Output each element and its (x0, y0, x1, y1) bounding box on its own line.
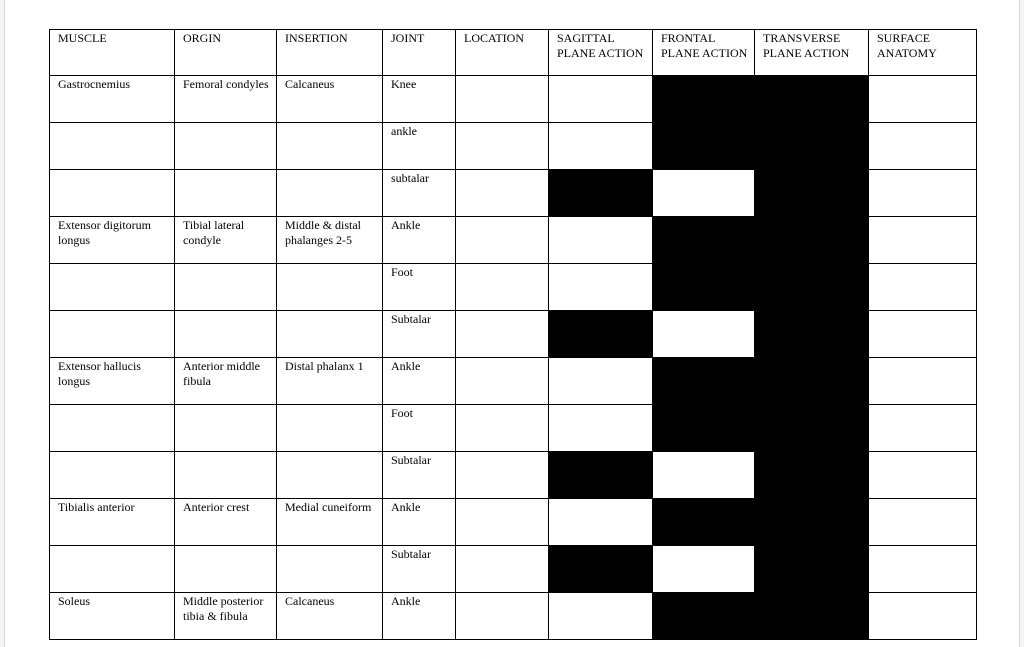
table-row (50, 405, 977, 452)
cell-location (456, 593, 549, 640)
cell-insertion (277, 405, 383, 452)
cell-joint: Ankle (383, 593, 456, 640)
cell-frontal-plane-action-shaded (653, 217, 755, 264)
cell-sagittal-plane-action (549, 217, 653, 264)
cell-joint: Ankle (383, 217, 456, 264)
cell-origin (175, 405, 277, 452)
document-page (4, 0, 1020, 647)
cell-joint: Ankle (383, 499, 456, 546)
cell-origin (175, 546, 277, 593)
cell-surface-anatomy (869, 546, 977, 593)
cell-surface-anatomy (869, 170, 977, 217)
cell-location (456, 405, 549, 452)
cell-sagittal-plane-action (549, 499, 653, 546)
cell-sagittal-plane-action-shaded (549, 311, 653, 358)
cell-origin: Anterior middle fibula (175, 358, 277, 405)
cell-sagittal-plane-action (549, 123, 653, 170)
cell-joint: Subtalar (383, 311, 456, 358)
cell-location (456, 264, 549, 311)
cell-muscle: Tibialis anterior (50, 499, 175, 546)
cell-insertion: Calcaneus (277, 76, 383, 123)
cell-sagittal-plane-action (549, 405, 653, 452)
cell-surface-anatomy (869, 264, 977, 311)
cell-surface-anatomy (869, 358, 977, 405)
table-header-row (50, 30, 977, 76)
cell-surface-anatomy (869, 405, 977, 452)
cell-frontal-plane-action (653, 311, 755, 358)
header-insertion: INSERTION (277, 30, 383, 76)
cell-joint: subtalar (383, 170, 456, 217)
cell-frontal-plane-action (653, 546, 755, 593)
cell-frontal-plane-action-shaded (653, 76, 755, 123)
cell-muscle (50, 546, 175, 593)
header-frontal-plane-action: FRONTAL PLANE ACTION (653, 30, 755, 76)
cell-insertion: Distal phalanx 1 (277, 358, 383, 405)
header-sagittal-plane-action: SAGITTAL PLANE ACTION (549, 30, 653, 76)
cell-joint: Foot (383, 405, 456, 452)
cell-frontal-plane-action-shaded (653, 499, 755, 546)
cell-location (456, 499, 549, 546)
cell-surface-anatomy (869, 499, 977, 546)
cell-transverse-plane-action-shaded (755, 264, 869, 311)
header-transverse-plane-action: TRANSVERSE PLANE ACTION (755, 30, 869, 76)
cell-origin: Femoral condyles (175, 76, 277, 123)
cell-insertion (277, 170, 383, 217)
cell-surface-anatomy (869, 311, 977, 358)
cell-insertion: Middle & distal phalanges 2-5 (277, 217, 383, 264)
cell-location (456, 452, 549, 499)
cell-origin (175, 264, 277, 311)
cell-muscle: Gastrocnemius (50, 76, 175, 123)
table-row (50, 546, 977, 593)
cell-joint: Subtalar (383, 452, 456, 499)
cell-transverse-plane-action-shaded (755, 452, 869, 499)
table-row (50, 217, 977, 264)
cell-surface-anatomy (869, 593, 977, 640)
table-body (50, 76, 977, 640)
table-row (50, 499, 977, 546)
cell-sagittal-plane-action (549, 76, 653, 123)
table-row (50, 593, 977, 640)
cell-transverse-plane-action-shaded (755, 76, 869, 123)
cell-insertion (277, 452, 383, 499)
cell-transverse-plane-action-shaded (755, 311, 869, 358)
table-row (50, 170, 977, 217)
cell-muscle: Extensor hallucis longus (50, 358, 175, 405)
cell-sagittal-plane-action-shaded (549, 452, 653, 499)
cell-location (456, 76, 549, 123)
table-row (50, 358, 977, 405)
cell-sagittal-plane-action (549, 264, 653, 311)
cell-insertion (277, 123, 383, 170)
cell-frontal-plane-action (653, 170, 755, 217)
cell-muscle (50, 170, 175, 217)
cell-insertion (277, 264, 383, 311)
cell-transverse-plane-action-shaded (755, 405, 869, 452)
cell-muscle (50, 123, 175, 170)
cell-transverse-plane-action-shaded (755, 499, 869, 546)
cell-frontal-plane-action-shaded (653, 264, 755, 311)
cell-origin (175, 311, 277, 358)
cell-surface-anatomy (869, 123, 977, 170)
table-row (50, 123, 977, 170)
muscle-table (49, 29, 977, 640)
table-row (50, 264, 977, 311)
cell-origin (175, 170, 277, 217)
cell-location (456, 123, 549, 170)
cell-muscle: Soleus (50, 593, 175, 640)
cell-insertion: Medial cuneiform (277, 499, 383, 546)
cell-origin: Anterior crest (175, 499, 277, 546)
cell-muscle (50, 311, 175, 358)
cell-sagittal-plane-action (549, 593, 653, 640)
cell-transverse-plane-action-shaded (755, 170, 869, 217)
header-origin: ORGIN (175, 30, 277, 76)
cell-muscle (50, 452, 175, 499)
cell-transverse-plane-action-shaded (755, 546, 869, 593)
cell-joint: Ankle (383, 358, 456, 405)
cell-muscle (50, 264, 175, 311)
table-row (50, 311, 977, 358)
cell-frontal-plane-action-shaded (653, 405, 755, 452)
cell-joint: Knee (383, 76, 456, 123)
cell-location (456, 170, 549, 217)
cell-frontal-plane-action (653, 452, 755, 499)
cell-surface-anatomy (869, 76, 977, 123)
cell-muscle: Extensor digitorum longus (50, 217, 175, 264)
cell-surface-anatomy (869, 452, 977, 499)
cell-transverse-plane-action-shaded (755, 217, 869, 264)
table-row (50, 76, 977, 123)
cell-transverse-plane-action-shaded (755, 123, 869, 170)
cell-location (456, 311, 549, 358)
header-surface-anatomy: SURFACE ANATOMY (869, 30, 977, 76)
cell-surface-anatomy (869, 217, 977, 264)
cell-transverse-plane-action-shaded (755, 358, 869, 405)
cell-origin (175, 123, 277, 170)
cell-sagittal-plane-action (549, 358, 653, 405)
header-joint: JOINT (383, 30, 456, 76)
cell-insertion (277, 311, 383, 358)
cell-location (456, 358, 549, 405)
cell-joint: ankle (383, 123, 456, 170)
header-location: LOCATION (456, 30, 549, 76)
cell-origin: Middle posterior tibia & fibula (175, 593, 277, 640)
cell-origin: Tibial lateral condyle (175, 217, 277, 264)
cell-frontal-plane-action-shaded (653, 593, 755, 640)
cell-location (456, 546, 549, 593)
cell-sagittal-plane-action-shaded (549, 170, 653, 217)
cell-sagittal-plane-action-shaded (549, 546, 653, 593)
cell-muscle (50, 405, 175, 452)
cell-insertion: Calcaneus (277, 593, 383, 640)
cell-location (456, 217, 549, 264)
cell-transverse-plane-action-shaded (755, 593, 869, 640)
cell-origin (175, 452, 277, 499)
cell-insertion (277, 546, 383, 593)
table-row (50, 452, 977, 499)
cell-frontal-plane-action-shaded (653, 123, 755, 170)
cell-joint: Subtalar (383, 546, 456, 593)
cell-joint: Foot (383, 264, 456, 311)
header-muscle: MUSCLE (50, 30, 175, 76)
cell-frontal-plane-action-shaded (653, 358, 755, 405)
